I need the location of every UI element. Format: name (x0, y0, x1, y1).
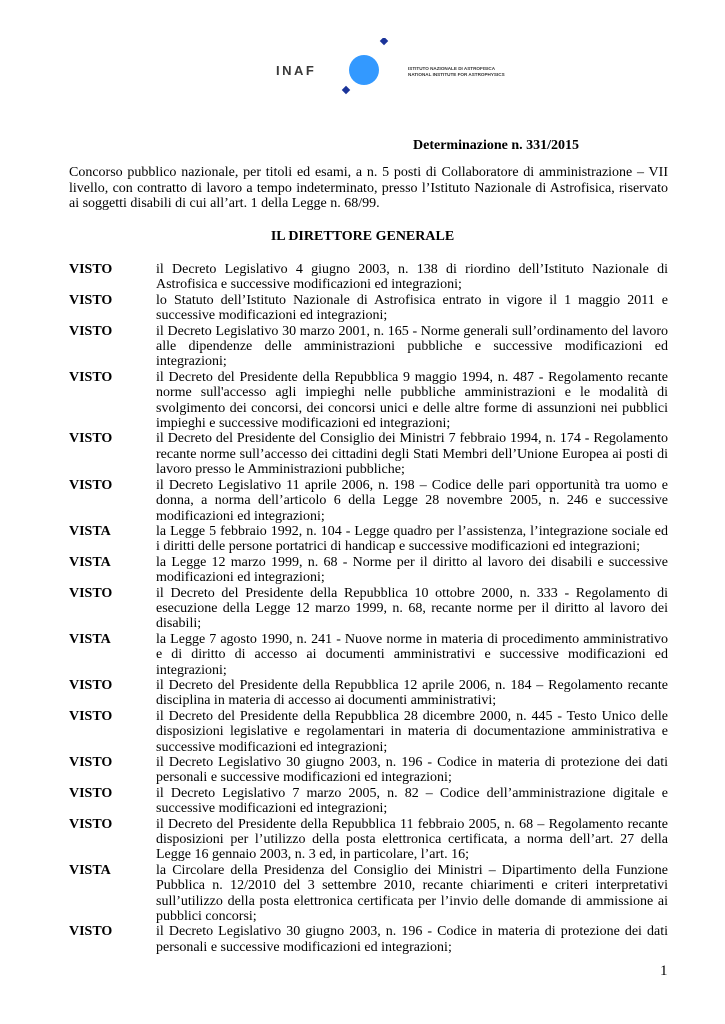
list-item (69, 678, 669, 709)
item-text: il Decreto Legislativo 4 giugno 2003, n. 138 di riordino dell’Istituto Nazionale di Astrofisica e successive modificazioni ed integrazioni; (156, 262, 668, 293)
item-keyword: VISTO (69, 292, 113, 308)
list-item (69, 817, 669, 863)
item-text: il Decreto del Presidente della Repubblica 11 febbraio 2005, n. 68 – Regolamento recante disposizioni per l’utilizzo della posta elettronica certificata, a norma dell’art. 27 della Legge 16 gennaio 2003, n. 3 ed, in particolare, l’art. 16; (156, 816, 668, 863)
logo-mark-icon (336, 38, 396, 98)
list-item (69, 555, 669, 586)
item-text: il Decreto del Presidente del Consiglio dei Ministri 7 febbraio 1994, n. 174 - Regolamento recante norme sull’accesso dei cittadini degli Stati Membri dell’Unione Europea ai posti di lavoro presso le Amministrazioni pubbliche; (156, 431, 668, 478)
item-text: la Legge 12 marzo 1999, n. 68 - Norme per il diritto al lavoro dei disabili e successive modificazioni ed integrazioni; (156, 554, 668, 586)
list-item (69, 262, 669, 293)
intro-paragraph: Concorso pubblico nazionale, per titoli ed esami, a n. 5 posti di Collaboratore di amministrazione – VII livello, con contratto di lavoro a tempo indeterminato, presso l’Istituto Nazionale di Astrofisica, riservato ai soggetti disabili di cui all’art. 1 della Legge n. 68/99. (69, 165, 668, 211)
item-text: il Decreto Legislativo 30 giugno 2003, n. 196 - Codice in materia di protezione dei dati personali e successive modificazioni ed integrazioni; (156, 755, 668, 786)
item-text: il Decreto del Presidente della Repubblica 12 aprile 2006, n. 184 – Regolamento recante disciplina in materia di accesso ai documenti amministrativi; (156, 677, 668, 709)
item-keyword: VISTA (69, 631, 111, 647)
item-text: il Decreto Legislativo 30 giugno 2003, n. 196 - Codice in materia di protezione dei dati personali e successive modificazioni ed integrazioni; (156, 924, 668, 955)
item-keyword: VISTO (69, 369, 113, 385)
item-keyword: VISTO (69, 477, 113, 493)
logo-subtitle (408, 66, 505, 78)
logo-wordmark: INAF (276, 63, 317, 78)
item-text: la Legge 7 agosto 1990, n. 241 - Nuove norme in materia di procedimento amministrativo e di diritto di accesso ai documenti amministrativi e successive modificazioni ed integrazioni; (156, 631, 668, 678)
item-text: il Decreto del Presidente della Repubblica 10 ottobre 2000, n. 333 - Regolamento di esecuzione della Legge 12 marzo 1999, n. 68, recante norme per il diritto al lavoro dei disabili; (156, 585, 668, 632)
item-text: il Decreto Legislativo 7 marzo 2005, n. 82 – Codice dell’amministrazione digitale e successive modificazioni ed integrazioni; (156, 785, 668, 817)
list-item (69, 863, 669, 925)
determination-number: Determinazione n. 331/2015 (413, 138, 580, 153)
list-item (69, 786, 669, 817)
logo-diamond-top (380, 38, 388, 45)
logo-diamond-bottom (342, 86, 350, 94)
item-keyword: VISTO (69, 785, 113, 801)
item-keyword: VISTA (69, 523, 111, 539)
item-keyword: VISTO (69, 816, 113, 832)
item-keyword: VISTA (69, 554, 111, 570)
item-keyword: VISTO (69, 924, 113, 940)
item-keyword: VISTO (69, 755, 113, 770)
item-text: il Decreto del Presidente della Repubblica 9 maggio 1994, n. 487 - Regolamento recante norme sull'accesso agli impieghi nelle pubbliche amministrazioni e le modalità di svolgimento dei concorsi, dei concorsi unici e delle altre forme di assunzioni nei pubblici impieghi e successive modificazioni ed integrazioni; (156, 369, 668, 432)
list-item (69, 586, 669, 632)
item-keyword: VISTA (69, 862, 111, 878)
logo-subtitle-line-1: ISTITUTO NAZIONALE DI ASTROFISICA (408, 66, 496, 71)
item-keyword: VISTO (69, 677, 113, 693)
item-text: il Decreto Legislativo 30 marzo 2001, n. 165 - Norme generali sull’ordinamento del lavoro alle dipendenze delle amministrazioni pubbliche e successive modificazioni ed integrazioni; (156, 323, 668, 370)
list-item (69, 293, 669, 324)
item-keyword: VISTO (69, 585, 113, 601)
considerations-list (69, 262, 669, 955)
list-item (69, 324, 669, 370)
list-item (69, 524, 669, 555)
item-text: il Decreto Legislativo 11 aprile 2006, n. 198 – Codice delle pari opportunità tra uomo e donna, a norma dell’articolo 6 della Legge 28 novembre 2005, n. 246 e successive modificazioni ed integrazioni; (156, 477, 668, 524)
item-keyword: VISTO (69, 262, 113, 277)
list-item (69, 924, 669, 955)
logo-subtitle-line-2: NATIONAL INSTITUTE FOR ASTROPHYSICS (408, 72, 505, 77)
page-number: 1 (660, 963, 668, 979)
list-item (69, 431, 669, 477)
item-text: la Legge 5 febbraio 1992, n. 104 - Legge quadro per l’assistenza, l’integrazione sociale ed i diritti delle persone portatrici di handicap e successive modificazioni ed integrazioni; (156, 523, 668, 555)
section-heading: IL DIRETTORE GENERALE (270, 229, 455, 244)
list-item (69, 709, 669, 755)
item-text: lo Statuto dell’Istituto Nazionale di Astrofisica entrato in vigore il 1 maggio 2011 e successive modificazioni ed integrazioni; (156, 292, 668, 324)
item-keyword: VISTO (69, 708, 113, 724)
inaf-logo (270, 38, 530, 98)
logo-circle (349, 55, 379, 85)
item-keyword: VISTO (69, 323, 113, 339)
list-item (69, 755, 669, 786)
list-item (69, 632, 669, 678)
item-text: il Decreto del Presidente della Repubblica 28 dicembre 2000, n. 445 - Testo Unico delle disposizioni legislative e regolamentari in materia di documentazione amministrativa e successive modificazioni ed integrazioni; (156, 708, 668, 755)
item-keyword: VISTO (69, 431, 113, 447)
item-text: la Circolare della Presidenza del Consiglio dei Ministri – Dipartimento della Funzione Pubblica n. 12/2010 del 3 settembre 2010, recante chiarimenti e criteri interpretativi sull’utilizzo della posta elettronica certificata per l’invio delle domande di ammissione ai pubblici concorsi; (156, 862, 668, 925)
list-item (69, 370, 669, 432)
list-item (69, 478, 669, 524)
